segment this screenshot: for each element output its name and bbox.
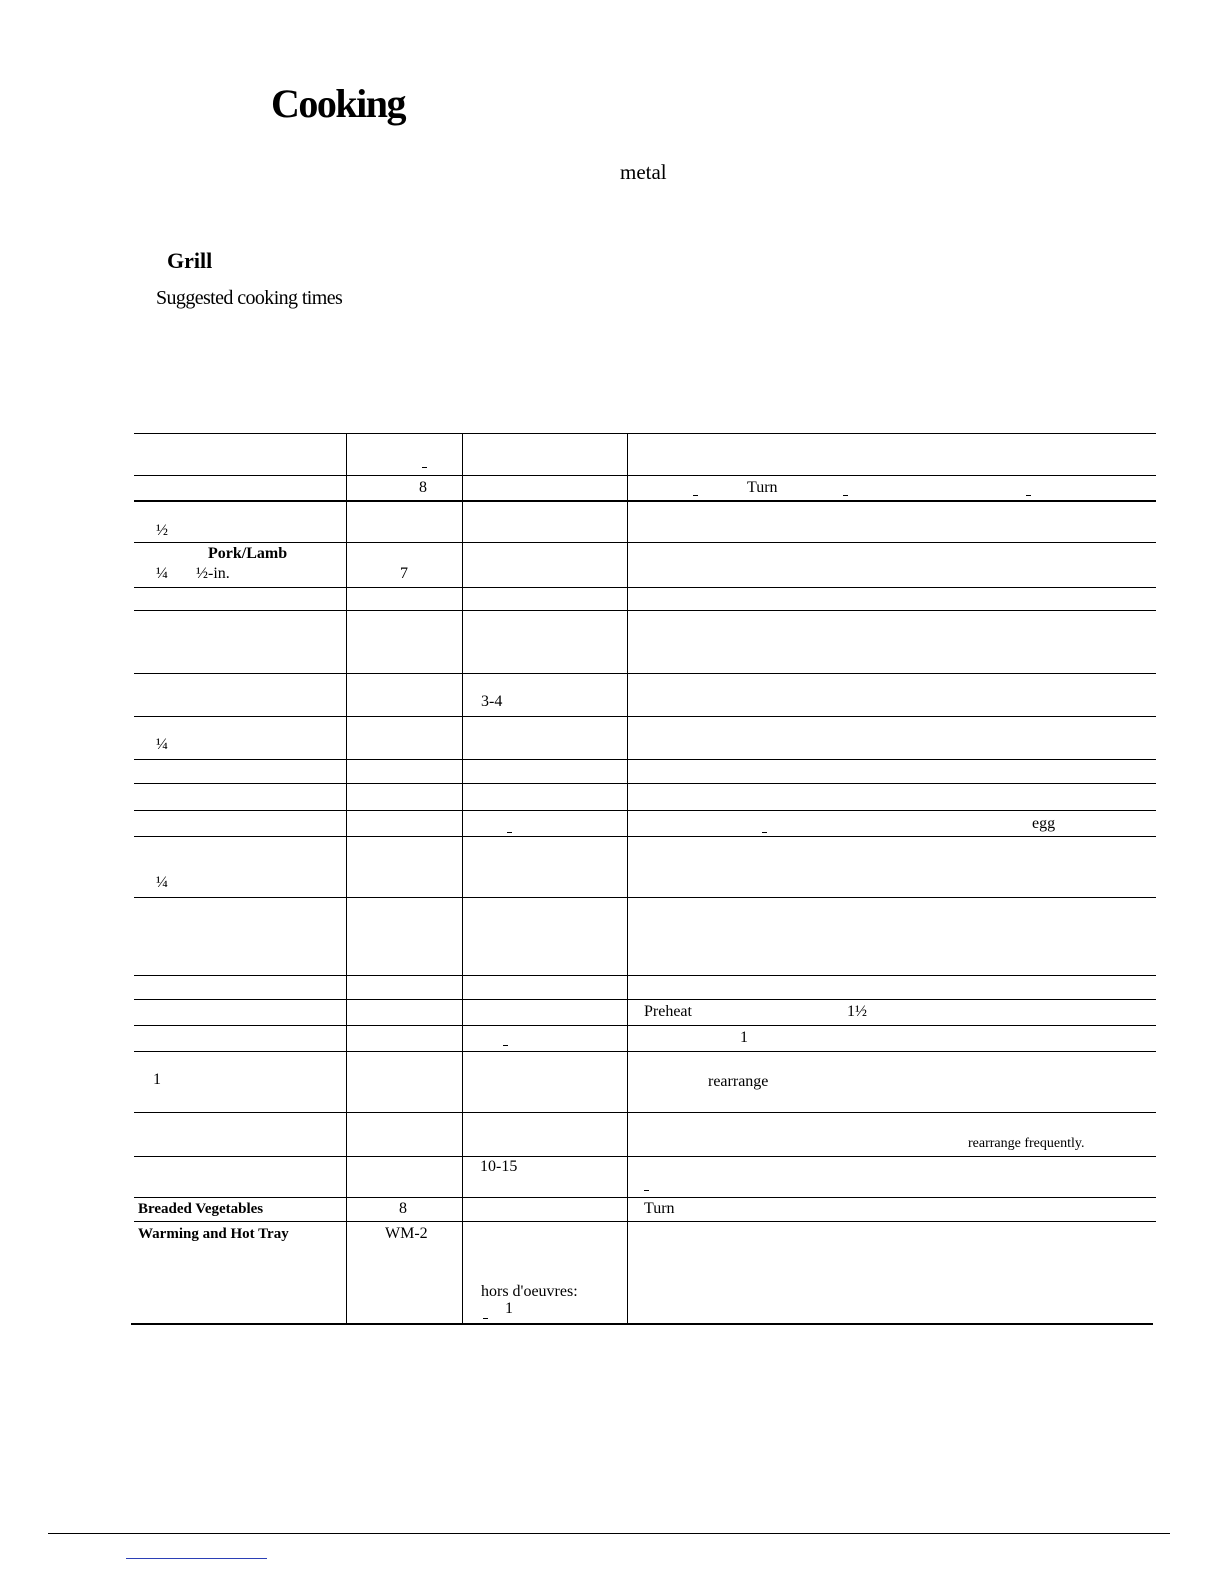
scan-mark — [503, 1045, 508, 1046]
table-column-rule — [462, 433, 463, 1323]
table-rule — [134, 897, 1156, 898]
table-cell-setting: WM-2 — [385, 1225, 428, 1242]
section-heading-grill: Grill — [167, 248, 213, 273]
footer-rule — [48, 1533, 1170, 1534]
table-cell-time: 3-4 — [481, 693, 503, 710]
table-rule — [134, 673, 1156, 674]
table-cell-food: ¼ — [156, 736, 168, 753]
scan-mark — [1026, 495, 1031, 496]
table-rule — [134, 975, 1156, 976]
table-rule — [134, 475, 1156, 476]
table-cell-food: Breaded Vegetables — [138, 1201, 264, 1217]
table-cell-notes: egg — [1032, 815, 1056, 832]
table-rule — [134, 783, 1156, 784]
table-cell-food: ¼ — [156, 874, 168, 891]
table-rule — [134, 1112, 1156, 1113]
table-cell-food: ½-in. — [196, 565, 230, 582]
table-cell-time: hors d'oeuvres: — [481, 1283, 578, 1300]
scan-mark — [762, 832, 767, 833]
scan-mark — [507, 832, 512, 833]
table-rule — [134, 999, 1156, 1000]
table-cell-food: Warming and Hot Tray — [138, 1226, 289, 1242]
scan-mark — [483, 1318, 488, 1319]
table-column-rule — [346, 433, 347, 1323]
table-rule — [134, 500, 1156, 502]
table-rule — [134, 433, 1156, 434]
table-rule — [134, 542, 1156, 543]
table-cell-notes: 1 — [740, 1029, 748, 1046]
table-cell-notes: rearrange frequently. — [968, 1136, 1085, 1151]
intro-text: Suggested cooking times — [156, 287, 343, 309]
table-cell-setting: 7 — [400, 565, 408, 582]
table-cell-notes: Turn — [747, 479, 778, 496]
scan-mark — [693, 495, 698, 496]
table-cell-setting: 8 — [419, 479, 427, 496]
table-rule — [134, 759, 1156, 760]
table-rule — [134, 1156, 1156, 1157]
page-title: Cooking — [271, 81, 405, 126]
table-cell-food: 1 — [153, 1071, 161, 1088]
table-column-rule — [627, 433, 628, 1323]
table-rule — [134, 587, 1156, 588]
table-cell-setting: 8 — [399, 1200, 407, 1217]
table-rule — [134, 1025, 1156, 1026]
scan-mark — [843, 495, 848, 496]
scan-mark — [644, 1190, 649, 1191]
table-cell-food: ¼ — [156, 565, 168, 582]
table-rule — [134, 610, 1156, 611]
table-rule — [134, 810, 1156, 811]
table-rule — [131, 1323, 1153, 1325]
table-cell-notes: Turn — [644, 1200, 675, 1217]
table-rule — [134, 836, 1156, 837]
table-cell-notes: rearrange — [708, 1073, 769, 1090]
table-cell-notes: 1½ — [847, 1003, 867, 1020]
table-cell-food: ½ — [156, 522, 168, 539]
body-fragment-metal: metal — [620, 160, 667, 184]
table-cell-food: Pork/Lamb — [208, 545, 288, 562]
scan-mark — [422, 467, 427, 468]
table-rule — [134, 1197, 1156, 1198]
footer-link-rule — [126, 1558, 267, 1559]
table-cell-time: 10-15 — [480, 1158, 518, 1175]
table-cell-notes: Preheat — [644, 1003, 692, 1020]
table-cell-time: 1 — [505, 1300, 513, 1317]
table-rule — [134, 1051, 1156, 1052]
table-rule — [134, 716, 1156, 717]
table-rule — [134, 1221, 1156, 1222]
